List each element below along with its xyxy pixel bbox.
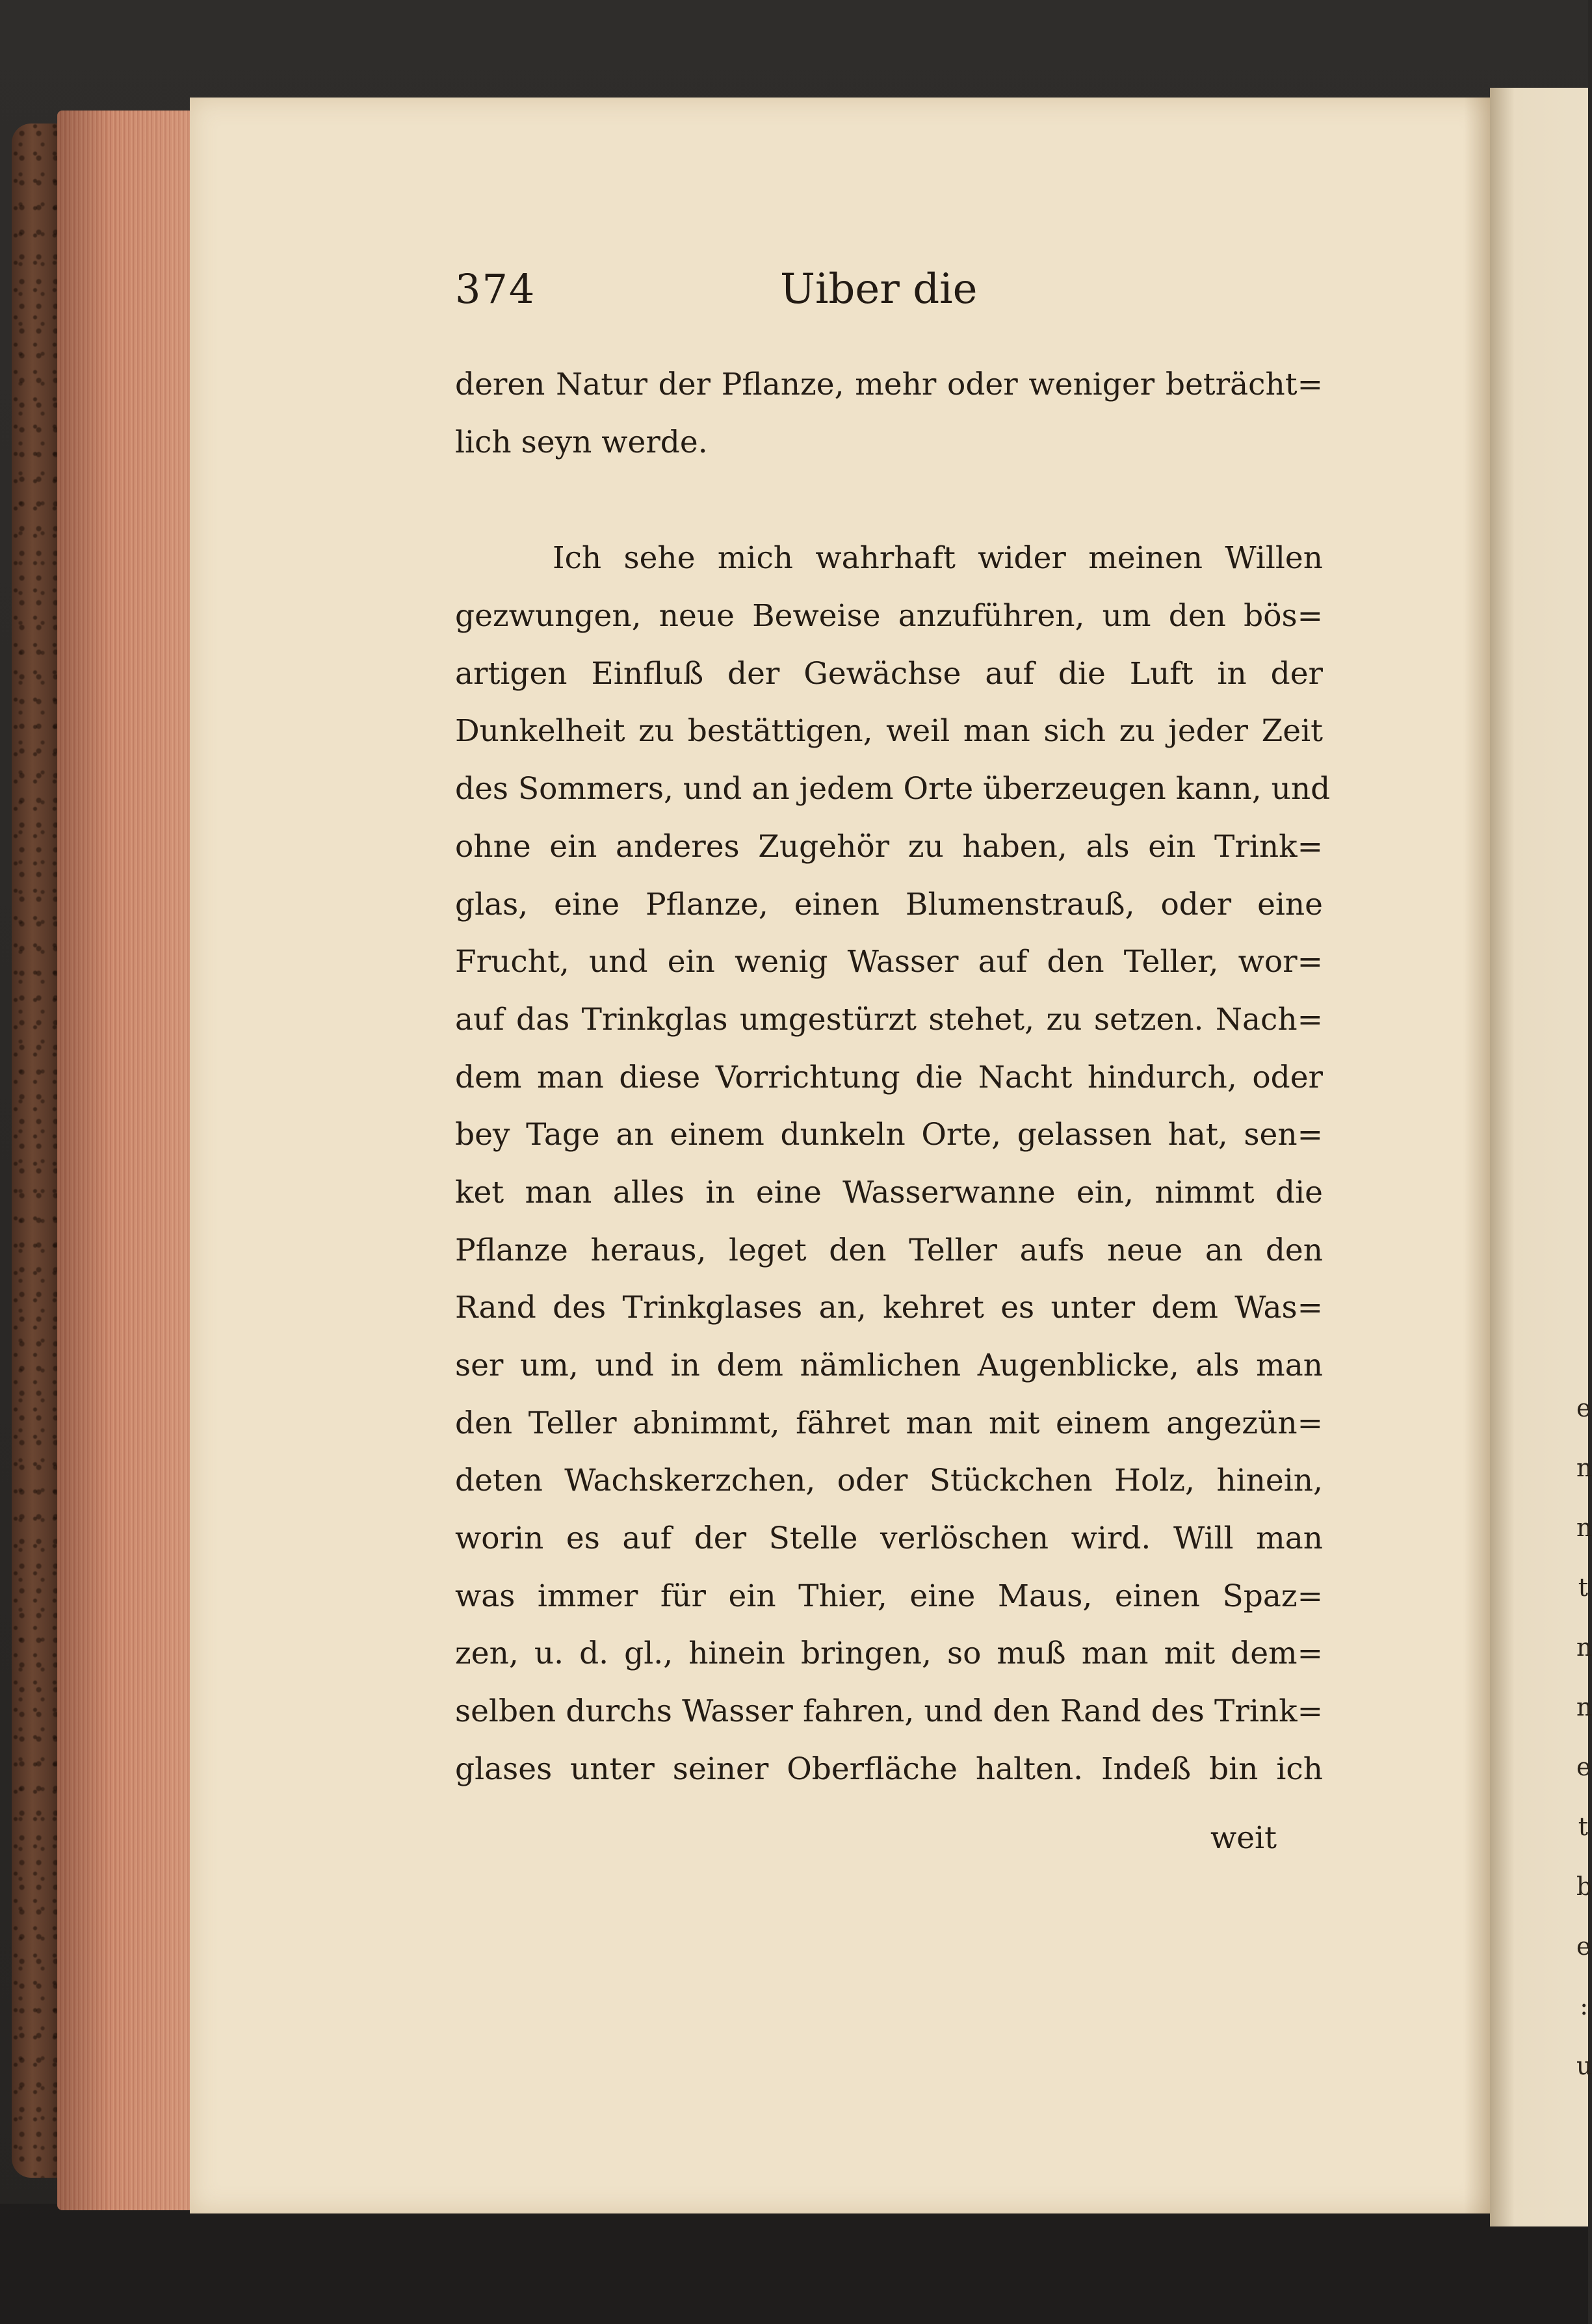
text-line: Pflanze heraus, leget den Teller aufs neue an den — [455, 1232, 1323, 1268]
text-line: was immer für ein Thier, eine Maus, einen Spaz= — [455, 1578, 1323, 1614]
facing-page — [1490, 88, 1592, 2226]
text-line: auf das Trinkglas umgestürzt stehet, zu setzen. Nach= — [455, 1001, 1323, 1038]
text-line: deten Wachskerzchen, oder Stückchen Holz, hinein, — [455, 1463, 1323, 1499]
table-surface — [0, 2204, 1588, 2324]
text-line: ket man alles in eine Wasserwanne ein, nimmt die — [455, 1174, 1323, 1210]
cover-foxing — [12, 124, 64, 2178]
text-line: Frucht, und ein wenig Wasser auf den Teller, wor= — [455, 944, 1323, 980]
text-line: glas, eine Pflanze, einen Blumenstrauß, oder eine — [455, 886, 1323, 922]
text-line: des Sommers, und an jedem Orte überzeugen kann, und — [455, 771, 1331, 807]
text-line: dem man diese Vorrichtung die Nacht hindurch, oder — [455, 1059, 1323, 1095]
page-header — [455, 265, 1339, 324]
text-line: artigen Einfluß der Gewächse auf die Luft in der — [455, 655, 1323, 692]
text-line: Rand des Trinkglases an, kehret es unter dem Was= — [455, 1290, 1323, 1326]
running-head: Uiber die — [780, 265, 978, 313]
text-line: Dunkelheit zu bestättigen, weil man sich zu jeder Zeit — [455, 713, 1323, 750]
page-fore-edge-shade — [57, 111, 194, 2210]
text-line: Ich sehe mich wahrhaft wider meinen Willen — [553, 540, 1323, 577]
paragraph-gap — [455, 471, 1323, 530]
text-line: worin es auf der Stelle verlöschen wird. Will man — [455, 1521, 1323, 1557]
facing-page-text-fragment: e n n t n n e t b e : u — [1576, 1394, 1592, 2080]
text-line: gezwungen, neue Beweise anzuführen, um den bös= — [455, 598, 1323, 634]
text-line: bey Tage an einem dunkeln Orte, gelassen hat, sen= — [455, 1117, 1323, 1153]
text-line: ser um, und in dem nämlichen Augenblicke, als man — [455, 1348, 1323, 1383]
catchword: weit — [1210, 1820, 1277, 1856]
body-text — [455, 356, 1331, 1799]
text-line: glases unter seiner Oberfläche halten. Indeß bin ich — [455, 1751, 1323, 1787]
text-line: ohne ein anderes Zugehör zu haben, als ein Trink= — [455, 828, 1323, 865]
text-line: selben durchs Wasser fahren, und den Rand des Trink= — [455, 1693, 1323, 1730]
page-number: 374 — [455, 265, 536, 313]
text-line: deren Natur der Pflanze, mehr oder weniger beträcht= — [455, 367, 1323, 402]
page-gutter-shadow — [1464, 98, 1490, 2213]
text-line: den Teller abnimmt, fähret man mit einem angezün= — [455, 1405, 1323, 1441]
text-line: zen, u. d. gl., hinein bringen, so muß man mit dem= — [455, 1636, 1323, 1672]
text-line: lich seyn werde. — [455, 424, 708, 460]
